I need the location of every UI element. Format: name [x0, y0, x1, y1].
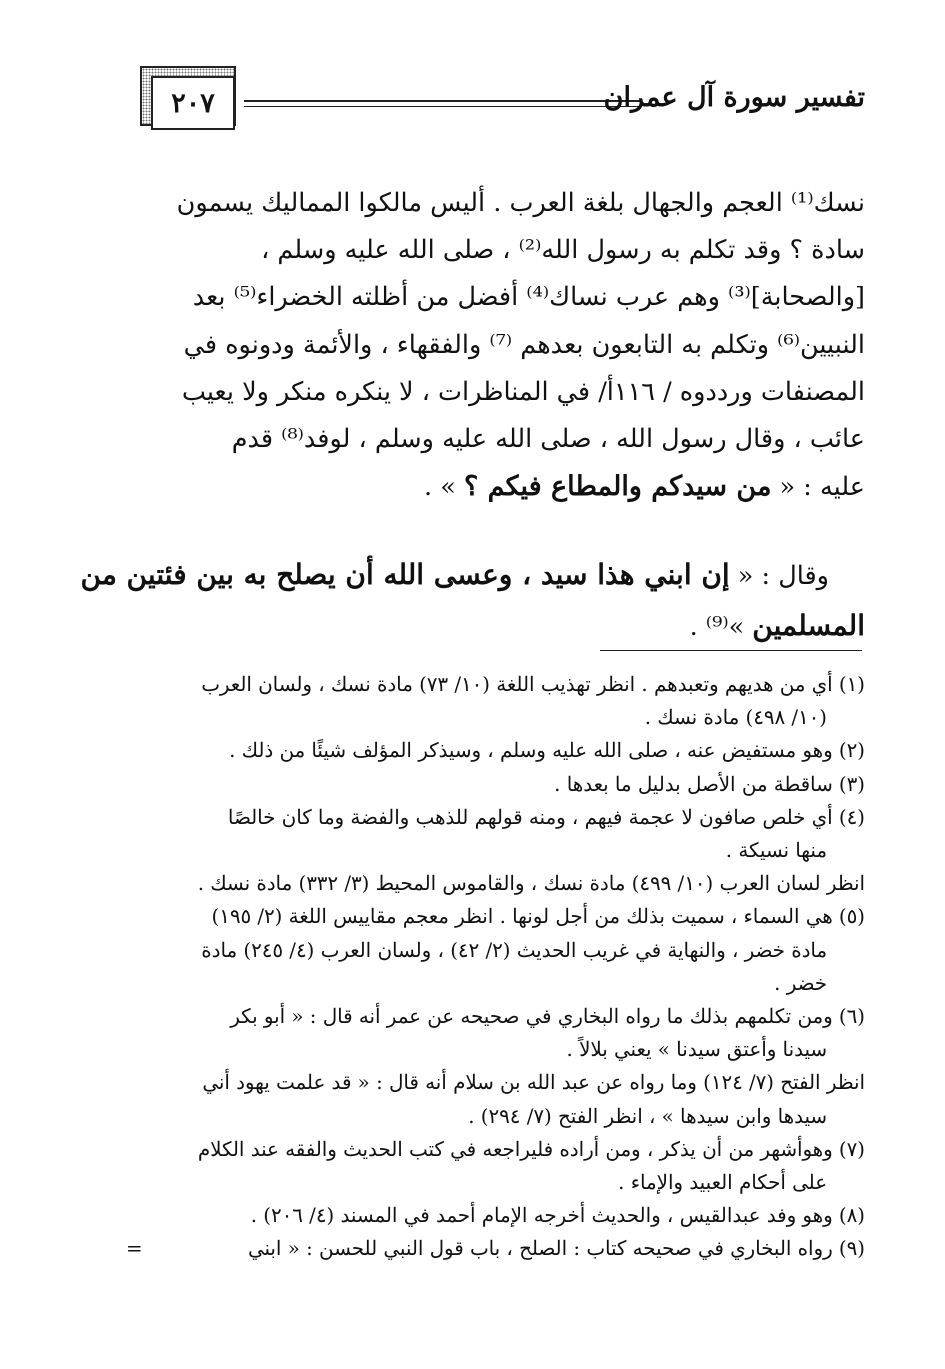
- hadith-quote-2a: إن ابني هذا سيد ، وعسى الله أن يصلح به بين فئتين من: [80, 558, 730, 591]
- footnote-line: انظر الفتح (٧/ ١٢٤) وما رواه عن عبد الله بن سلام أنه قال : « قد علمت يهود أني: [202, 1071, 865, 1095]
- footnote-line: سيدنا وأعتق سيدنا » يعني بلالاً .: [566, 1038, 827, 1062]
- footnote-separator: [600, 650, 862, 651]
- second-paragraph: [80, 550, 865, 652]
- body-line-2: سادة ؟ وقد تكلم به رسول الله⁽²⁾ ، صلى الله عليه وسلم ،: [261, 235, 865, 266]
- footnotes: [118, 668, 865, 1266]
- line7-prefix: عليه : «: [771, 472, 865, 503]
- footnote-line: (٢) وهو مستفيض عنه ، صلى الله عليه وسلم ، وسيذكر المؤلف شيئًا من ذلك .: [229, 739, 865, 763]
- body-line-4: النبيين⁽⁶⁾ وتكلم به التابعون بعدهم ⁽⁷⁾ والفقهاء ، والأئمة ودونوه في: [183, 329, 865, 360]
- footnote-line: (٣) ساقطة من الأصل بدليل ما بعدها .: [554, 772, 865, 796]
- footnote-line: (١٠/ ٤٩٨) مادة نسك .: [644, 706, 827, 730]
- para2-line-1: [80, 550, 865, 601]
- header-rule-thin: [244, 106, 642, 107]
- footnote-line: مادة خضر ، والنهاية في غريب الحديث (٢/ ٤٢) ، ولسان العرب (٤/ ٢٤٥) مادة: [201, 938, 827, 962]
- body-line-3: [والصحابة]⁽³⁾ وهم عرب نساك⁽⁴⁾ أفضل من أظلته الخضراء⁽⁵⁾ بعد: [192, 282, 865, 313]
- page-number: ٢٠٧: [151, 76, 235, 130]
- body-line-7: [124, 463, 865, 511]
- continuation-mark: =: [126, 1237, 143, 1261]
- page-number-box: [140, 66, 236, 128]
- running-title: تفسير سورة آل عمران: [603, 82, 865, 113]
- footnote-line: (٤) أي خلص صافون لا عجمة فيهم ، ومنه قولهم للذهب والفضة وما كان خالصًا: [227, 805, 865, 829]
- para2-line-2: [124, 601, 865, 652]
- footnote-line: على أحكام العبيد والإماء .: [618, 1171, 827, 1195]
- footnote-last-line: [118, 1232, 865, 1265]
- hadith-quote-2b: المسلمين: [752, 609, 865, 642]
- footnote-line: انظر لسان العرب (١٠/ ٤٩٩) مادة نسك ، والقاموس المحيط (٣/ ٣٣٢) مادة نسك .: [197, 872, 865, 896]
- footnote-line: (٧) وهوأشهر من أن يذكر ، ومن أراده فليراجعه في كتب الحديث والفقه عند الكلام: [197, 1137, 865, 1161]
- line7-suffix: » .: [424, 472, 464, 503]
- footnote-line: (١) أي من هديهم وتعبدهم . انظر تهذيب اللغة (١٠/ ٧٣) مادة نسك ، ولسان العرب: [201, 673, 865, 696]
- body-line-1: نسك⁽¹⁾ العجم والجهال بلغة العرب . أليس مالكوا المماليك يسمون: [176, 188, 865, 218]
- footnote-line: خضر .: [774, 971, 827, 995]
- body-line-5: المصنفات ورددوه / ١١٦أ/ في المناظرات ، لا ينكره منكر ولا يعيب: [181, 376, 865, 407]
- hadith-quote-1: من سيدكم والمطاع فيكم ؟: [463, 471, 772, 503]
- footnote-lines: [118, 668, 865, 1232]
- para2-suffix: »⁽⁹⁾ .: [689, 612, 753, 642]
- footnote-9: (٩) رواه البخاري في صحيحه كتاب : الصلح ، باب قول النبي للحسن : « ابني: [247, 1237, 865, 1261]
- footnote-line: سيدها وابن سيدها » ، انظر الفتح (٧/ ٢٩٤) .: [468, 1104, 827, 1128]
- header-rule: [244, 100, 642, 102]
- para2-prefix: وقال : «: [729, 561, 829, 591]
- footnote-line: منها نسيكة .: [725, 839, 827, 863]
- footnote-line: (٦) ومن تكلمهم بذلك ما رواه البخاري في صحيحه عن عمر أنه قال : « أبو بكر: [230, 1005, 865, 1029]
- main-text: [124, 180, 865, 511]
- footnote-line: (٨) وهو وفد عبدالقيس ، والحديث أخرجه الإمام أحمد في المسند (٤/ ٢٠٦) .: [250, 1204, 865, 1228]
- body-line-6: عائب ، وقال رسول الله ، صلى الله عليه وسلم ، لوفد⁽⁸⁾ قدم: [231, 424, 865, 455]
- footnote-line: (٥) هي السماء ، سميت بذلك من أجل لونها . انظر معجم مقاييس اللغة (٢/ ١٩٥): [211, 905, 865, 929]
